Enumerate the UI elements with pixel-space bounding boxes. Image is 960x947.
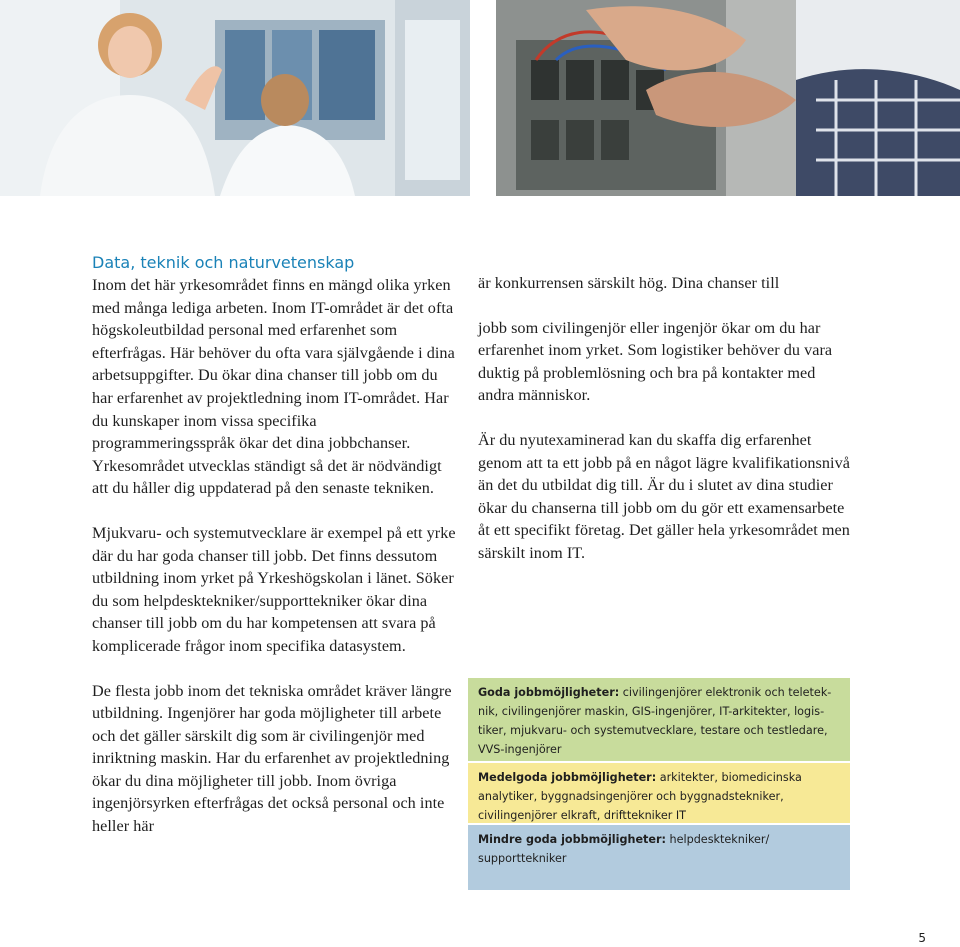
paragraph: De flesta jobb inom det tekniska området kräver längre utbildning. Ingenjörer har goda möjligheter till arbete och det gäller särskilt dig som är civilingenjör med inriktning maskin. Har du erfarenhet av projektledning ökar du dina möjligheter till jobb. Inom övriga ingenjörsyrken efterfrågas det också personal och inte heller här (92, 681, 452, 836)
paragraph: är konkurrensen särskilt hög. Dina chanser till (478, 274, 780, 292)
lab-photo (0, 0, 470, 196)
medium-outlook-text: arkitekter, biomedicinska analytiker, byggnadsingenjörer och byggnadstekniker, civilingenjörer elkraft, drifttekniker IT (478, 771, 802, 822)
paragraph: Är du nyutexaminerad kan du skaffa dig erfarenhet genom att ta ett jobb på en något lägre kvalifikationsnivå än det du utbildat dig till. Är du i slutet av dina studier ökar du chanserna till jobb om du gör ett examensarbete åt ett specifikt företag. Det gäller hela yrkesområdet men särskilt inom IT. (478, 430, 850, 562)
medium-outlook-label: Medelgoda jobbmöjligheter: (478, 771, 657, 784)
left-column (92, 253, 462, 838)
paragraph: jobb som civilingenjör eller ingenjör ökar om du har erfarenhet inom yrket. Som logistiker behöver du vara duktig på problemlösning och bra på kontakter med andra människor. (478, 318, 833, 405)
less-outlook-box (468, 825, 850, 890)
less-outlook-label: Mindre goda jobbmöjligheter: (478, 833, 666, 846)
right-column (478, 272, 850, 565)
paragraph: Inom det här yrkesområdet finns en mängd olika yrken med många lediga arbeten. Inom IT-området är det ofta högskoleutbildad personal med erfarenhet som efterfrågas. Här behöver du ofta vara självgående i dina arbetsuppgifter. Du ökar dina chanser till jobb om du har erfarenhet av projektledning inom IT-området. Har du kunskaper inom vissa specifika programmeringsspråk ökar det dina jobbchanser. Yrkesområdet utvecklas ständigt så det är nödvändigt att du håller dig uppdaterad på den senaste tekniken. (92, 276, 455, 498)
paragraph: Mjukvaru- och systemutvecklare är exempel på ett yrke där du har goda chanser till jobb. Det finns dessutom utbildning inom yrket på Yrkeshögskolan i länet. Söker du som helpdesktekniker/supporttekniker ökar dina chanser till jobb om du har kompetensen att svara på komplicerade frågor inom specifika datasystem. (92, 523, 456, 655)
section-heading: Data, teknik och naturvetenskap (92, 253, 355, 272)
good-outlook-box (468, 678, 850, 761)
page-number: 5 (918, 931, 926, 945)
good-outlook-text: civilingenjörer elektronik och teleteknik, civilingenjörer maskin, GIS-ingenjörer, IT-arkitekter, logistiker, mjukvaru- och systemutvecklare, testare och testledare, VVS-ingenjörer (478, 686, 832, 756)
good-outlook-label: Goda jobbmöjligheter: (478, 686, 620, 699)
less-outlook-text: helpdesktekniker/ supporttekniker (478, 833, 770, 865)
medium-outlook-box (468, 763, 850, 823)
electrical-photo (496, 0, 960, 196)
